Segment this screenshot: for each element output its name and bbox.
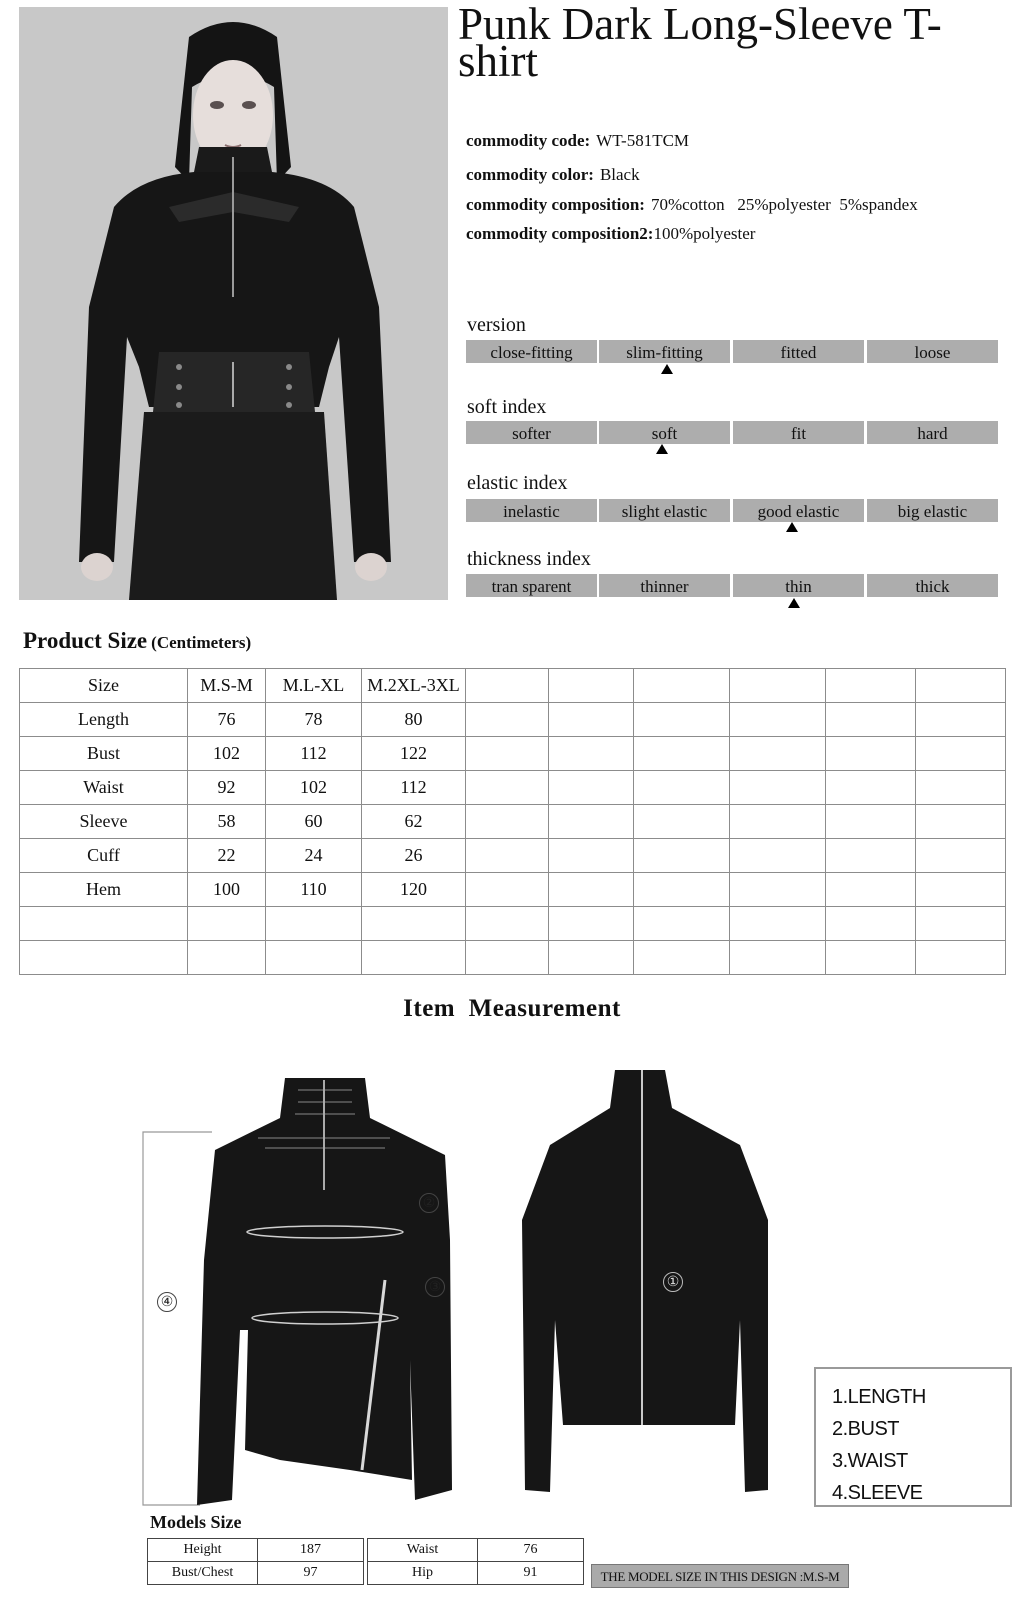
version-scale — [466, 340, 999, 363]
legend-item: 2.BUST — [832, 1418, 900, 1440]
legend-item: 1.LENGTH — [832, 1386, 926, 1408]
empty-cell — [549, 805, 634, 839]
empty-cell — [730, 737, 826, 771]
elastic-index-selected-marker — [786, 522, 798, 532]
empty-cell — [826, 771, 916, 805]
empty-cell — [826, 873, 916, 907]
legend-item: 4.SLEEVE — [832, 1482, 923, 1504]
elastic-index-option: big elastic — [867, 499, 998, 522]
spec-value: 100%polyester — [653, 224, 756, 243]
spec-value: Black — [599, 165, 640, 184]
empty-cell — [634, 771, 730, 805]
empty-cell — [466, 703, 549, 737]
product-size-unit: (Centimeters) — [151, 633, 252, 652]
spec-label: commodity composition2: — [466, 224, 654, 243]
model-value: 187 — [258, 1539, 364, 1562]
product-title: Punk Dark Long-Sleeve T-shirt — [458, 0, 942, 86]
elastic-index-option: inelastic — [466, 499, 597, 522]
thickness-index-label: thickness index — [467, 548, 591, 570]
empty-cell — [266, 941, 362, 975]
marker-bust: ② — [419, 1193, 439, 1213]
empty-cell — [916, 873, 1006, 907]
empty-cell — [549, 669, 634, 703]
empty-cell — [188, 941, 266, 975]
empty-cell — [634, 839, 730, 873]
empty-cell — [362, 941, 466, 975]
table-cell: 58 — [188, 805, 266, 839]
table-row-empty — [20, 907, 1006, 941]
empty-cell — [634, 703, 730, 737]
empty-cell — [466, 771, 549, 805]
empty-cell — [916, 805, 1006, 839]
elastic-index-label: elastic index — [467, 472, 568, 494]
empty-cell — [826, 703, 916, 737]
model-label: Hip — [368, 1562, 478, 1585]
model-label: Bust/Chest — [148, 1562, 258, 1585]
version-label: version — [467, 314, 526, 336]
empty-cell — [826, 737, 916, 771]
table-row — [148, 1562, 364, 1585]
model-label: Height — [148, 1539, 258, 1562]
empty-cell — [826, 805, 916, 839]
table-cell: Hem — [20, 873, 188, 907]
version-selected-marker — [661, 364, 673, 374]
table-cell: 100 — [188, 873, 266, 907]
empty-cell — [730, 771, 826, 805]
table-cell: Length — [20, 703, 188, 737]
empty-cell — [730, 805, 826, 839]
empty-cell — [634, 737, 730, 771]
table-cell: 120 — [362, 873, 466, 907]
table-row — [368, 1539, 584, 1562]
thickness-index-selected-marker — [788, 598, 800, 608]
empty-cell — [466, 839, 549, 873]
model-value: 97 — [258, 1562, 364, 1585]
spec-composition — [466, 195, 918, 215]
measurement-legend — [814, 1367, 1012, 1507]
empty-cell — [826, 669, 916, 703]
spec-value: 70%cotton 25%polyester 5%spandex — [650, 195, 918, 214]
empty-cell — [730, 941, 826, 975]
models-size-table-right — [367, 1538, 584, 1585]
elastic-index-option: good elastic — [733, 499, 864, 522]
thickness-index-scale — [466, 574, 999, 597]
marker-sleeve: ④ — [157, 1292, 177, 1312]
empty-cell — [362, 907, 466, 941]
table-cell: 26 — [362, 839, 466, 873]
empty-cell — [634, 669, 730, 703]
table-cell: 110 — [266, 873, 362, 907]
spec-color — [466, 165, 640, 185]
spec-label: commodity color: — [466, 165, 594, 184]
thickness-index-option: thin — [733, 574, 864, 597]
empty-cell — [549, 737, 634, 771]
model-value: 76 — [478, 1539, 584, 1562]
empty-cell — [730, 873, 826, 907]
table-row — [20, 703, 1006, 737]
item-measurement-title: Item Measurement — [403, 995, 621, 1022]
models-size-title: Models Size — [150, 1512, 242, 1532]
empty-cell — [826, 907, 916, 941]
empty-cell — [916, 941, 1006, 975]
table-cell: 22 — [188, 839, 266, 873]
soft-index-option: softer — [466, 421, 597, 444]
models-size-table-left — [147, 1538, 364, 1585]
empty-cell — [730, 839, 826, 873]
model-photo — [19, 7, 448, 600]
spec-label: commodity composition: — [466, 195, 645, 214]
empty-cell — [466, 907, 549, 941]
table-row — [20, 839, 1006, 873]
soft-index-option: hard — [867, 421, 998, 444]
empty-cell — [466, 669, 549, 703]
table-row — [20, 771, 1006, 805]
spec-label: commodity code: — [466, 131, 591, 150]
empty-cell — [916, 669, 1006, 703]
empty-cell — [549, 771, 634, 805]
model-size-note: THE MODEL SIZE IN THIS DESIGN :M.S-M — [591, 1564, 849, 1588]
elastic-index-scale — [466, 499, 999, 522]
table-header-cell: M.S-M — [188, 669, 266, 703]
product-size-heading: Product Size — [23, 628, 148, 653]
soft-index-option: soft — [599, 421, 730, 444]
soft-index-selected-marker — [656, 444, 668, 454]
spec-value: WT-581TCM — [596, 131, 690, 150]
table-cell: Sleeve — [20, 805, 188, 839]
size-table — [19, 668, 1006, 975]
product-size-title — [23, 628, 251, 654]
table-cell: 24 — [266, 839, 362, 873]
table-cell: Bust — [20, 737, 188, 771]
thickness-index-option: tran sparent — [466, 574, 597, 597]
table-cell: 60 — [266, 805, 362, 839]
thickness-index-option: thinner — [599, 574, 730, 597]
empty-cell — [466, 737, 549, 771]
soft-index-scale — [466, 421, 999, 444]
empty-cell — [730, 703, 826, 737]
model-label: Waist — [368, 1539, 478, 1562]
table-cell: 112 — [266, 737, 362, 771]
table-cell: 122 — [362, 737, 466, 771]
table-header-row — [20, 669, 1006, 703]
empty-cell — [466, 873, 549, 907]
empty-cell — [916, 907, 1006, 941]
empty-cell — [826, 839, 916, 873]
table-cell: Cuff — [20, 839, 188, 873]
table-row-empty — [20, 941, 1006, 975]
table-header-cell: M.L-XL — [266, 669, 362, 703]
soft-index-option: fit — [733, 421, 864, 444]
empty-cell — [634, 805, 730, 839]
model-value: 91 — [478, 1562, 584, 1585]
empty-cell — [916, 703, 1006, 737]
empty-cell — [916, 737, 1006, 771]
table-cell: 78 — [266, 703, 362, 737]
empty-cell — [466, 941, 549, 975]
empty-cell — [634, 907, 730, 941]
empty-cell — [188, 907, 266, 941]
empty-cell — [549, 839, 634, 873]
empty-cell — [634, 941, 730, 975]
table-row — [148, 1539, 364, 1562]
model-illustration — [19, 7, 448, 600]
marker-length: ① — [663, 1272, 683, 1292]
table-row — [20, 873, 1006, 907]
table-row — [20, 737, 1006, 771]
empty-cell — [730, 907, 826, 941]
table-row — [368, 1562, 584, 1585]
empty-cell — [466, 805, 549, 839]
table-cell: 62 — [362, 805, 466, 839]
empty-cell — [826, 941, 916, 975]
back-garment — [522, 1070, 768, 1492]
version-option: close-fitting — [466, 340, 597, 363]
table-cell: 76 — [188, 703, 266, 737]
empty-cell — [549, 703, 634, 737]
empty-cell — [549, 873, 634, 907]
table-cell: 92 — [188, 771, 266, 805]
legend-item: 3.WAIST — [832, 1450, 908, 1472]
marker-waist: ③ — [425, 1277, 445, 1297]
version-option: slim-fitting — [599, 340, 730, 363]
empty-cell — [730, 669, 826, 703]
empty-cell — [916, 771, 1006, 805]
table-cell: Waist — [20, 771, 188, 805]
version-option: loose — [867, 340, 998, 363]
empty-cell — [549, 941, 634, 975]
empty-cell — [549, 907, 634, 941]
spec-code — [466, 131, 689, 151]
empty-cell — [634, 873, 730, 907]
table-header-cell: Size — [20, 669, 188, 703]
table-cell: 102 — [266, 771, 362, 805]
thickness-index-option: thick — [867, 574, 998, 597]
empty-cell — [20, 941, 188, 975]
spec-composition2 — [466, 224, 755, 244]
table-cell: 112 — [362, 771, 466, 805]
version-option: fitted — [733, 340, 864, 363]
table-cell: 80 — [362, 703, 466, 737]
elastic-index-option: slight elastic — [599, 499, 730, 522]
empty-cell — [20, 907, 188, 941]
table-cell: 102 — [188, 737, 266, 771]
soft-index-label: soft index — [467, 396, 547, 418]
table-row — [20, 805, 1006, 839]
empty-cell — [266, 907, 362, 941]
empty-cell — [916, 839, 1006, 873]
table-header-cell: M.2XL-3XL — [362, 669, 466, 703]
